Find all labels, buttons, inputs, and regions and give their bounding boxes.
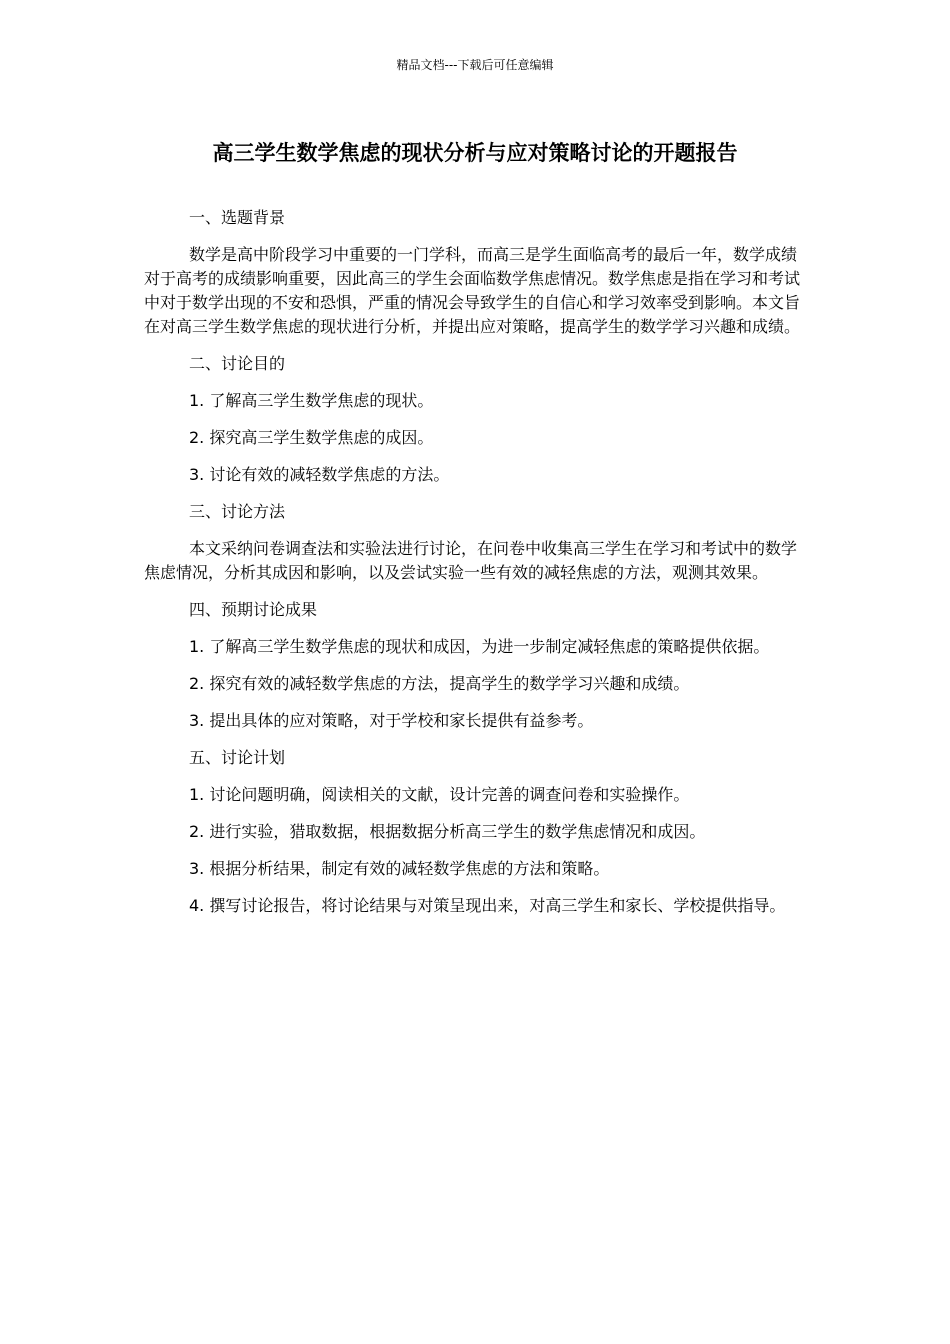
list-item-outcome-1: 1. 了解高三学生数学焦虑的现状和成因，为进一步制定减轻焦虑的策略提供依据。 xyxy=(189,637,770,656)
document-body xyxy=(144,206,806,931)
list-item-outcome-3: 3. 提出具体的应对策略，对于学校和家长提供有益参考。 xyxy=(189,711,594,730)
list-item-purpose-1: 1. 了解高三学生数学焦虑的现状。 xyxy=(189,391,434,410)
section-heading-method: 三、讨论方法 xyxy=(189,502,286,521)
list-item-purpose-2: 2. 探究高三学生数学焦虑的成因。 xyxy=(189,428,434,447)
page-header-watermark: 精品文档---下载后可任意编辑 xyxy=(396,58,554,72)
list-item-plan-3: 3. 根据分析结果，制定有效的减轻数学焦虑的方法和策略。 xyxy=(189,859,610,878)
document-title: 高三学生数学焦虑的现状分析与应对策略讨论的开题报告 xyxy=(212,141,738,165)
section-heading-plan: 五、讨论计划 xyxy=(189,748,286,767)
list-item-purpose-3: 3. 讨论有效的减轻数学焦虑的方法。 xyxy=(189,465,450,484)
list-item-plan-2: 2. 进行实验，猎取数据，根据数据分析高三学生的数学焦虑情况和成因。 xyxy=(189,822,706,841)
list-item-outcome-2: 2. 探究有效的减轻数学焦虑的方法，提高学生的数学学习兴趣和成绩。 xyxy=(189,674,690,693)
list-item-plan-1: 1. 讨论问题明确，阅读相关的文献，设计完善的调查问卷和实验操作。 xyxy=(189,785,690,804)
section-heading-outcomes: 四、预期讨论成果 xyxy=(189,600,318,619)
paragraph-background: 数学是高中阶段学习中重要的一门学科，而高三是学生面临高考的最后一年，数学成绩对于高考的成绩影响重要，因此高三的学生会面临数学焦虑情况。数学焦虑是指在学习和考试中对于数学出现的不安和恐惧，严重的情况会导致学生的自信心和学习效率受到影响。本文旨在对高三学生数学焦虑的现状进行分析，并提出应对策略，提高学生的数学学习兴趣和成绩。 xyxy=(144,245,801,336)
paragraph-method: 本文采纳问卷调查法和实验法进行讨论，在问卷中收集高三学生在学习和考试中的数学焦虑情况，分析其成因和影响，以及尝试实验一些有效的减轻焦虑的方法，观测其效果。 xyxy=(144,539,798,582)
list-item-plan-4: 4. 撰写讨论报告，将讨论结果与对策呈现出来，对高三学生和家长、学校提供指导。 xyxy=(189,896,786,915)
section-heading-purpose: 二、讨论目的 xyxy=(189,354,286,373)
section-heading-background: 一、选题背景 xyxy=(189,208,286,227)
